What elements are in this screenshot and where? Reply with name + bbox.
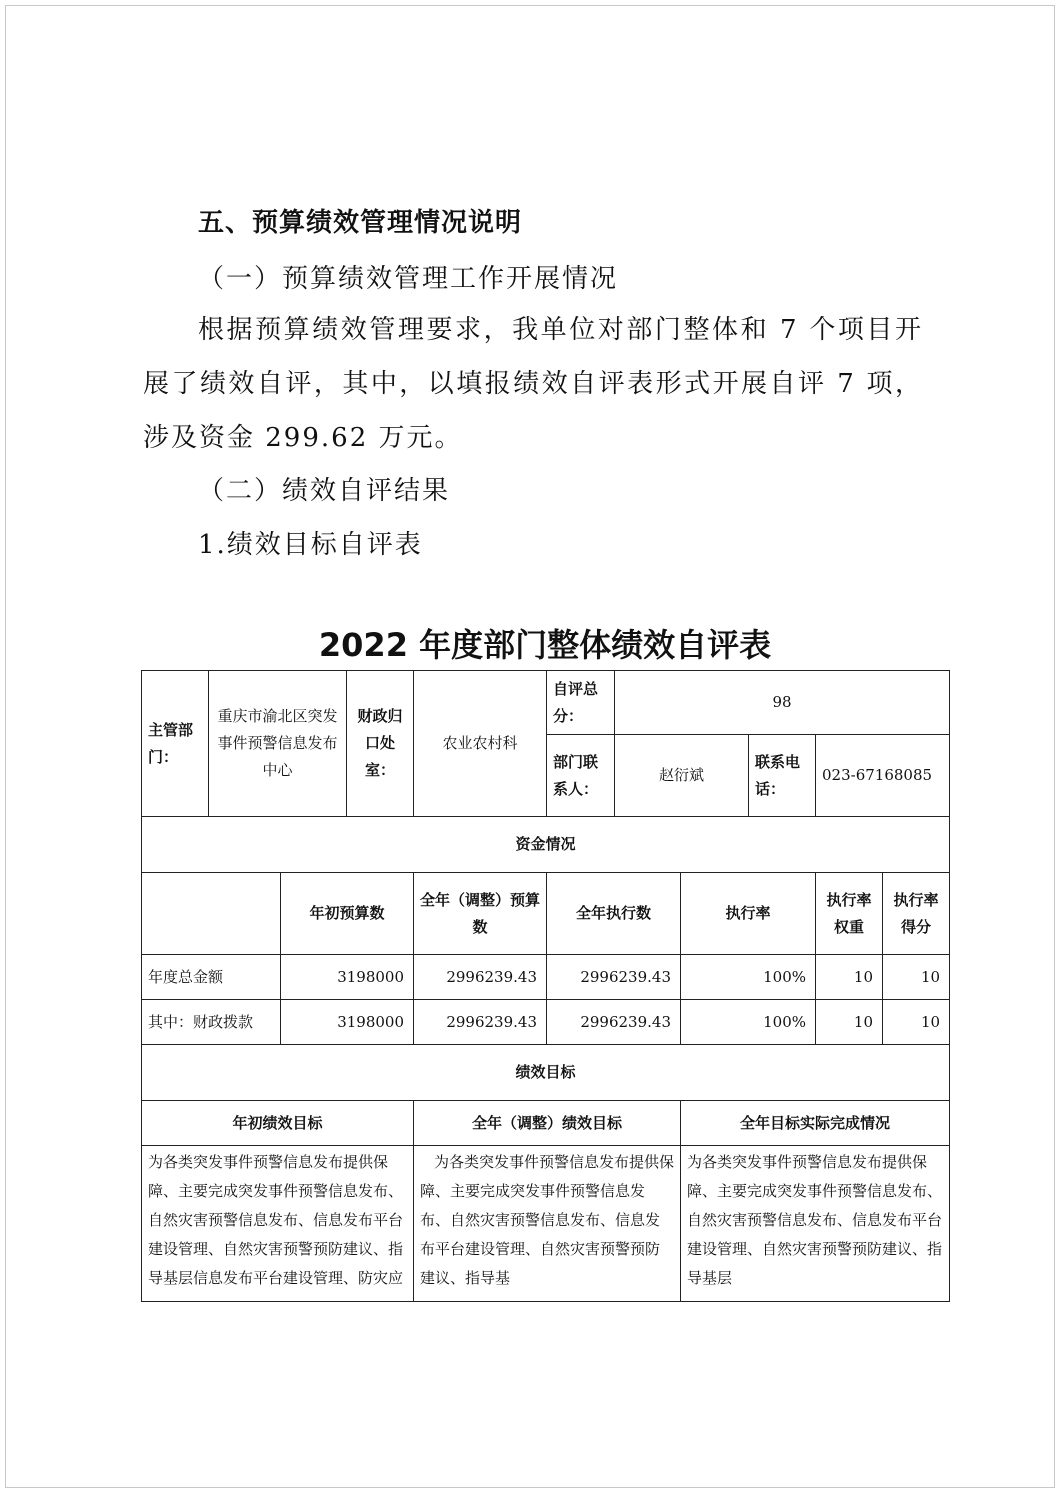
contact-label: 部门联系人：: [547, 735, 615, 817]
subheading-work: （一）预算绩效管理工作开展情况: [198, 264, 619, 294]
dept-value: 重庆市渝北区突发事件预警信息发布中心: [209, 671, 347, 817]
goals-col-actual: 全年目标实际完成情况: [681, 1101, 950, 1146]
table-row: [142, 955, 950, 1000]
goal-actual-text-cell: [681, 1146, 950, 1302]
phone-label: 联系电话：: [749, 735, 816, 817]
goal-adjusted-text: 为各类突发事件预警信息发布提供保障、主要完成突发事件预警信息发布、自然灾害预警信息发布、信息发布平台建设管理、自然灾害预警预防建议、指导基: [420, 1153, 675, 1287]
rate-weight: 10: [816, 955, 883, 1000]
funds-col-executed: 全年执行数: [547, 873, 681, 955]
executed-amount: 2996239.43: [547, 1000, 681, 1045]
row-label: 年度总金额: [142, 955, 281, 1000]
initial-budget: 3198000: [281, 1000, 414, 1045]
rate-score: 10: [883, 1000, 950, 1045]
goal-adjusted-text-cell: [414, 1146, 681, 1302]
finance-label: 财政归口处室：: [347, 671, 414, 817]
dept-label: 主管部门：: [142, 671, 209, 817]
goal-initial-text-cell: [142, 1146, 414, 1302]
funds-col-score: 执行率得分: [883, 873, 950, 955]
rate-weight: 10: [816, 1000, 883, 1045]
phone-value: 023-67168085: [816, 735, 950, 817]
table-row: [142, 1000, 950, 1045]
funds-col-rate: 执行率: [681, 873, 816, 955]
score-value: 98: [615, 671, 950, 735]
goals-section-title: 绩效目标: [142, 1045, 950, 1101]
row-label: 其中：财政拨款: [142, 1000, 281, 1045]
section-heading: 五、预算绩效管理情况说明: [198, 208, 523, 238]
adjusted-budget: 2996239.43: [414, 955, 547, 1000]
goals-col-adjusted: 全年（调整）绩效目标: [414, 1101, 681, 1146]
intro-paragraph: 根据预算绩效管理要求，我单位对部门整体和 7 个项目开展了绩效自评，其中，以填报绩效自评表形式开展自评 7 项，涉及资金 299.62 万元。: [143, 315, 923, 453]
table-title: 2022 年度部门整体绩效自评表: [318, 626, 772, 664]
initial-budget: 3198000: [281, 955, 414, 1000]
goal-initial-text: 为各类突发事件预警信息发布提供保障、主要完成突发事件预警信息发布、自然灾害预警信息发布、信息发布平台建设管理、自然灾害预警预防建议、指导基层信息发布平台建设管理、防灾应: [148, 1153, 404, 1287]
goal-actual-text: 为各类突发事件预警信息发布提供保障、主要完成突发事件预警信息发布、自然灾害预警信息发布、信息发布平台建设管理、自然灾害预警预防建议、指导基层: [687, 1153, 943, 1287]
funds-section-title: 资金情况: [142, 817, 950, 873]
funds-col-adjusted: 全年（调整）预算数: [414, 873, 547, 955]
funds-col-weight: 执行率权重: [816, 873, 883, 955]
funds-col-initial: 年初预算数: [281, 873, 414, 955]
execution-rate: 100%: [681, 1000, 816, 1045]
contact-value: 赵衍斌: [615, 735, 749, 817]
adjusted-budget: 2996239.43: [414, 1000, 547, 1045]
execution-rate: 100%: [681, 955, 816, 1000]
subheading-results: （二）绩效自评结果: [198, 476, 451, 506]
rate-score: 10: [883, 955, 950, 1000]
item-goal-table: 1.绩效目标自评表: [198, 530, 423, 560]
finance-value: 农业农村科: [414, 671, 547, 817]
score-label: 自评总分：: [547, 671, 615, 735]
goals-col-initial: 年初绩效目标: [142, 1101, 414, 1146]
evaluation-table: [141, 670, 950, 1302]
funds-col-blank: [142, 873, 281, 955]
executed-amount: 2996239.43: [547, 955, 681, 1000]
